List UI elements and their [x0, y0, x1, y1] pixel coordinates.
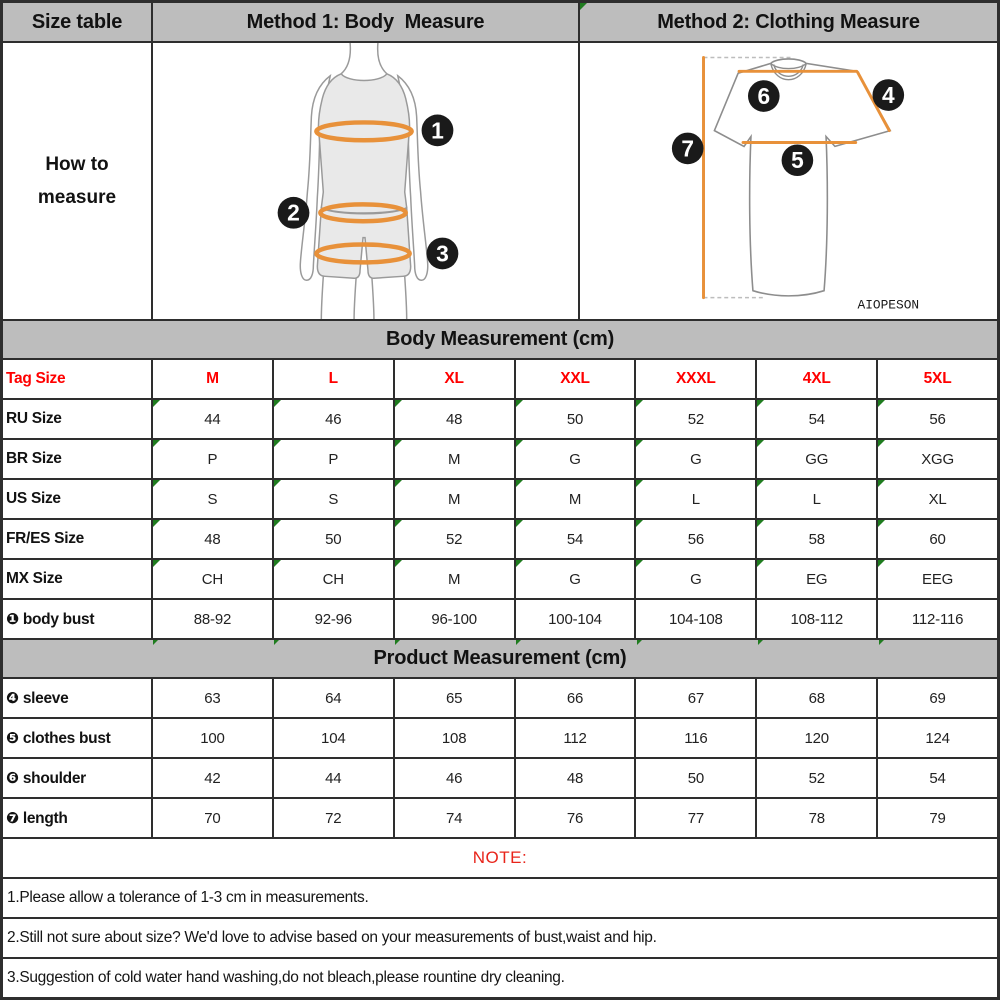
us-size-cell: L	[757, 480, 876, 518]
fres-size-cell: 56	[636, 520, 755, 558]
green-corner-mark	[153, 640, 158, 645]
sleeve-cell: 64	[274, 679, 393, 717]
body-measurement-table	[3, 360, 997, 638]
green-corner-mark	[274, 640, 279, 645]
ru-size-cell: 54	[757, 400, 876, 438]
size-table-header: Size table	[3, 3, 151, 41]
length-cell: 74	[395, 799, 514, 837]
sleeve-cell: 69	[878, 679, 997, 717]
fres-size-cell: 52	[395, 520, 514, 558]
tag-size-cell: XXXL	[636, 360, 755, 398]
row-label-mx-size: MX Size	[3, 560, 151, 598]
note-item-2: 2.Still not sure about size? We'd love to advise based on your measurements of bust,waist and hip.	[3, 919, 997, 957]
br-size-cell: G	[516, 440, 635, 478]
body-bust-cell: 96-100	[395, 600, 514, 638]
svg-text:1: 1	[431, 117, 444, 144]
row-label-fres-size: FR/ES Size	[3, 520, 151, 558]
clothing-measure-illustration-cell	[580, 43, 997, 319]
shoulder-cell: 48	[516, 759, 635, 797]
length-cell: 76	[516, 799, 635, 837]
tag-size-cell: XXL	[516, 360, 635, 398]
row-label-us-size: US Size	[3, 480, 151, 518]
svg-text:4: 4	[881, 81, 895, 108]
us-size-cell: L	[636, 480, 755, 518]
legs-outline	[321, 276, 406, 319]
note-title: NOTE:	[3, 839, 997, 877]
row-label-sleeve: ❹ sleeve	[3, 679, 151, 717]
clothes-bust-cell: 100	[153, 719, 272, 757]
method1-header: Method 1: Body Measure	[153, 3, 578, 41]
br-size-cell: G	[636, 440, 755, 478]
sleeve-cell: 68	[757, 679, 876, 717]
shoulder-cell: 46	[395, 759, 514, 797]
mx-size-cell: CH	[274, 560, 393, 598]
row-label-tag-size: Tag Size	[3, 360, 151, 398]
body-bust-cell: 92-96	[274, 600, 393, 638]
green-corner-mark	[395, 640, 400, 645]
br-size-cell: XGG	[878, 440, 997, 478]
fres-size-cell: 50	[274, 520, 393, 558]
body-bust-cell: 104-108	[636, 600, 755, 638]
svg-text:7: 7	[681, 135, 695, 162]
length-cell: 77	[636, 799, 755, 837]
fres-size-cell: 48	[153, 520, 272, 558]
body-bust-cell: 100-104	[516, 600, 635, 638]
tag-size-cell: 5XL	[878, 360, 997, 398]
ru-size-cell: 52	[636, 400, 755, 438]
svg-text:5: 5	[791, 147, 804, 174]
row-label-br-size: BR Size	[3, 440, 151, 478]
clothes-bust-cell: 120	[757, 719, 876, 757]
length-cell: 79	[878, 799, 997, 837]
mx-size-cell: G	[636, 560, 755, 598]
tshirt-outline	[714, 59, 890, 296]
row-label-ru-size: RU Size	[3, 400, 151, 438]
mx-size-cell: M	[395, 560, 514, 598]
length-cell: 70	[153, 799, 272, 837]
br-size-cell: M	[395, 440, 514, 478]
clothes-bust-cell: 116	[636, 719, 755, 757]
ru-size-cell: 46	[274, 400, 393, 438]
marker-4	[872, 79, 904, 111]
us-size-cell: M	[395, 480, 514, 518]
green-corner-mark	[758, 640, 763, 645]
length-cell: 78	[757, 799, 876, 837]
br-size-cell: GG	[757, 440, 876, 478]
tag-size-cell: L	[274, 360, 393, 398]
row-label-body-bust: ❶ body bust	[3, 600, 151, 638]
neck-outline	[341, 43, 387, 74]
note-item-1: 1.Please allow a tolerance of 1-3 cm in measurements.	[3, 879, 997, 917]
green-corner-mark	[516, 640, 521, 645]
body-bust-cell: 112-116	[878, 600, 997, 638]
length-cell: 72	[274, 799, 393, 837]
row-label-clothes-bust: ❺ clothes bust	[3, 719, 151, 757]
marker-2	[278, 197, 310, 229]
body-measure-illustration	[153, 43, 578, 319]
green-corner-mark	[879, 640, 884, 645]
shoulder-cell: 44	[274, 759, 393, 797]
product-measurement-title: Product Measurement (cm)	[3, 640, 997, 677]
br-size-cell: P	[153, 440, 272, 478]
fres-size-cell: 58	[757, 520, 876, 558]
clothes-bust-cell: 112	[516, 719, 635, 757]
marker-6	[748, 80, 780, 112]
us-size-cell: XL	[878, 480, 997, 518]
shoulder-cell: 52	[757, 759, 876, 797]
fres-size-cell: 54	[516, 520, 635, 558]
shoulder-cell: 42	[153, 759, 272, 797]
ru-size-cell: 48	[395, 400, 514, 438]
mx-size-cell: EG	[757, 560, 876, 598]
row-label-shoulder: ❻ shoulder	[3, 759, 151, 797]
body-bust-cell: 88-92	[153, 600, 272, 638]
shoulder-cell: 50	[636, 759, 755, 797]
us-size-cell: S	[153, 480, 272, 518]
row-label-length: ❼ length	[3, 799, 151, 837]
tag-size-cell: XL	[395, 360, 514, 398]
clothes-bust-cell: 104	[274, 719, 393, 757]
shoulder-cell: 54	[878, 759, 997, 797]
mx-size-cell: G	[516, 560, 635, 598]
brand-text: AIOPESON	[857, 297, 920, 313]
clothing-measure-illustration	[580, 43, 997, 319]
tag-size-cell: 4XL	[757, 360, 876, 398]
green-corner-mark	[637, 640, 642, 645]
ru-size-cell: 50	[516, 400, 635, 438]
product-measurement-table	[3, 679, 997, 837]
clothes-bust-cell: 108	[395, 719, 514, 757]
sleeve-cell: 65	[395, 679, 514, 717]
how-to-measure-label: How to measure	[3, 43, 151, 319]
marker-5	[782, 144, 814, 176]
svg-text:3: 3	[436, 240, 449, 267]
mx-size-cell: EEG	[878, 560, 997, 598]
svg-text:6: 6	[757, 82, 771, 109]
body-bust-cell: 108-112	[757, 600, 876, 638]
mx-size-cell: CH	[153, 560, 272, 598]
marker-3	[427, 238, 459, 270]
clothes-bust-cell: 124	[878, 719, 997, 757]
how-to-measure-section	[3, 3, 997, 319]
us-size-cell: S	[274, 480, 393, 518]
tag-size-cell: M	[153, 360, 272, 398]
fres-size-cell: 60	[878, 520, 997, 558]
body-measure-illustration-cell	[153, 43, 578, 319]
sleeve-cell: 67	[636, 679, 755, 717]
ru-size-cell: 44	[153, 400, 272, 438]
marker-1	[422, 114, 454, 146]
sleeve-cell: 63	[153, 679, 272, 717]
method2-header: Method 2: Clothing Measure	[580, 3, 997, 41]
marker-7	[672, 133, 704, 165]
tank-top-outline	[318, 74, 409, 213]
sleeve-cell: 66	[516, 679, 635, 717]
us-size-cell: M	[516, 480, 635, 518]
ru-size-cell: 56	[878, 400, 997, 438]
br-size-cell: P	[274, 440, 393, 478]
body-measurement-title: Body Measurement (cm)	[3, 321, 997, 358]
note-item-3: 3.Suggestion of cold water hand washing,do not bleach,please rountine dry cleaning.	[3, 959, 997, 997]
svg-text:2: 2	[287, 199, 300, 226]
